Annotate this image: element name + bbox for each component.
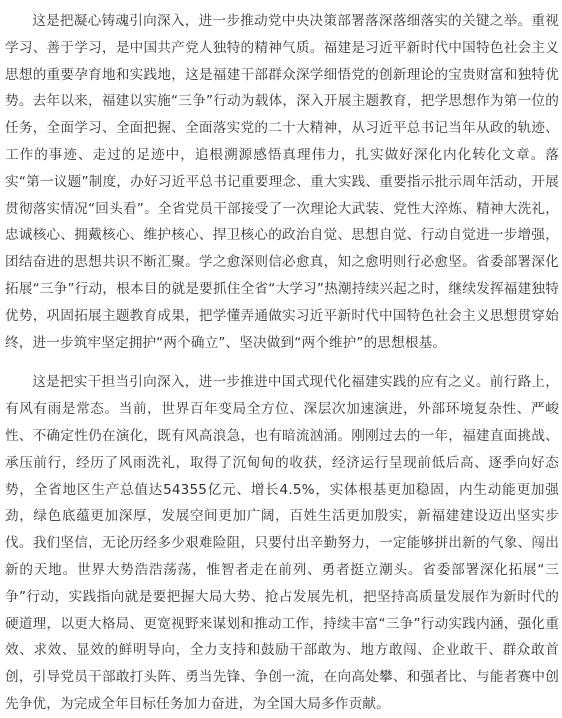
paragraph-1: 这是把凝心铸魂引向深入，进一步推动党中央决策部署落深落细落实的关键之举。重视学习、善于学习，是中国共产党人独特的精神气质。福建是习近平新时代中国特色社会主义思想的重要孕育地和实践地，这是福建干部群众深学细悟党的创新理论的宝贵财富和独特优势。去年以来，福建以实施“三争”行动为载体，深入开展主题教育，把学思想作为第一位的任务，全面学习、全面把握、全面落实党的二十大精神，从习近平总书记当年从政的轨迹、工作的事迹、走过的足迹中，追根溯源感悟真理伟力，扎实做好深化内化转化文章。落实“第一议题”制度，办好习近平总书记重要理念、重大实践、重要指示批示周年活动，开展贯彻落实情况“回头看”。全省党员干部接受了一次理论大武装、党性大淬炼、精神大洗礼，忠诚核心、拥戴核心、维护核心、捍卫核心的政治自觉、思想自觉、行动自觉进一步增强，团结奋进的思想共识不断汇聚。学之愈深则信必愈真，知之愈明则行必愈坚。省委部署深化拓展“三争”行动，根本目的就是要抓住全省“大学习”热潮持续兴起之时，继续发挥福建独特优势，巩固拓展主题教育成果，把学懂弄通做实习近平新时代中国特色社会主义思想贯穿始终，进一步筑牢坚定拥护“两个确立”、坚决做到“两个维护”的思想根基。: [5, 13, 559, 351]
paragraph-2: 这是把实干担当引向深入，进一步推进中国式现代化福建实践的应有之义。前行路上，有风有雨是常态。当前，世界百年变局全方位、深层次加速演进，外部环境复杂性、严峻性、不确定性仍在演化，既有风高浪急，也有暗流汹涌。刚刚过去的一年，福建直面挑战、承压前行，经历了风雨洗礼，取得了沉甸甸的收获，经济运行呈现前低后高、逐季向好态势，全省地区生产总值达54355亿元、增长4.5%，实体根基更加稳固，内生动能更加强劲，绿色底蕴更加深厚，发展空间更加广阔，百姓生活更加殷实，新福建建设迈出坚实步伐。我们坚信，无论历经多少艰难险阻，只要付出辛勤努力，一定能够拼出新的气象、闯出新的天地。世界大势浩浩荡荡，惟智者走在前列、勇者挺立潮头。省委部署深化拓展“三争”行动，实践指向就是要把握大局大势、抢占发展先机，把坚持高质量发展作为新时代的硬道理，以更大格局、更宽视野来谋划和推动工作，持续丰富“三争”行动实践内涵，强化重效、求效、显效的鲜明导向，全力支持和鼓励干部敢为、地方敢闯、企业敢干、群众敢首创，引导党员干部敢打头阵、勇当先锋、争创一流，在向高处攀、和强者比、与能者赛中创先争优，为完成全年目标任务加力奋进，为全国大局多作贡献。: [5, 374, 559, 712]
article-body: [5, 8, 559, 718]
